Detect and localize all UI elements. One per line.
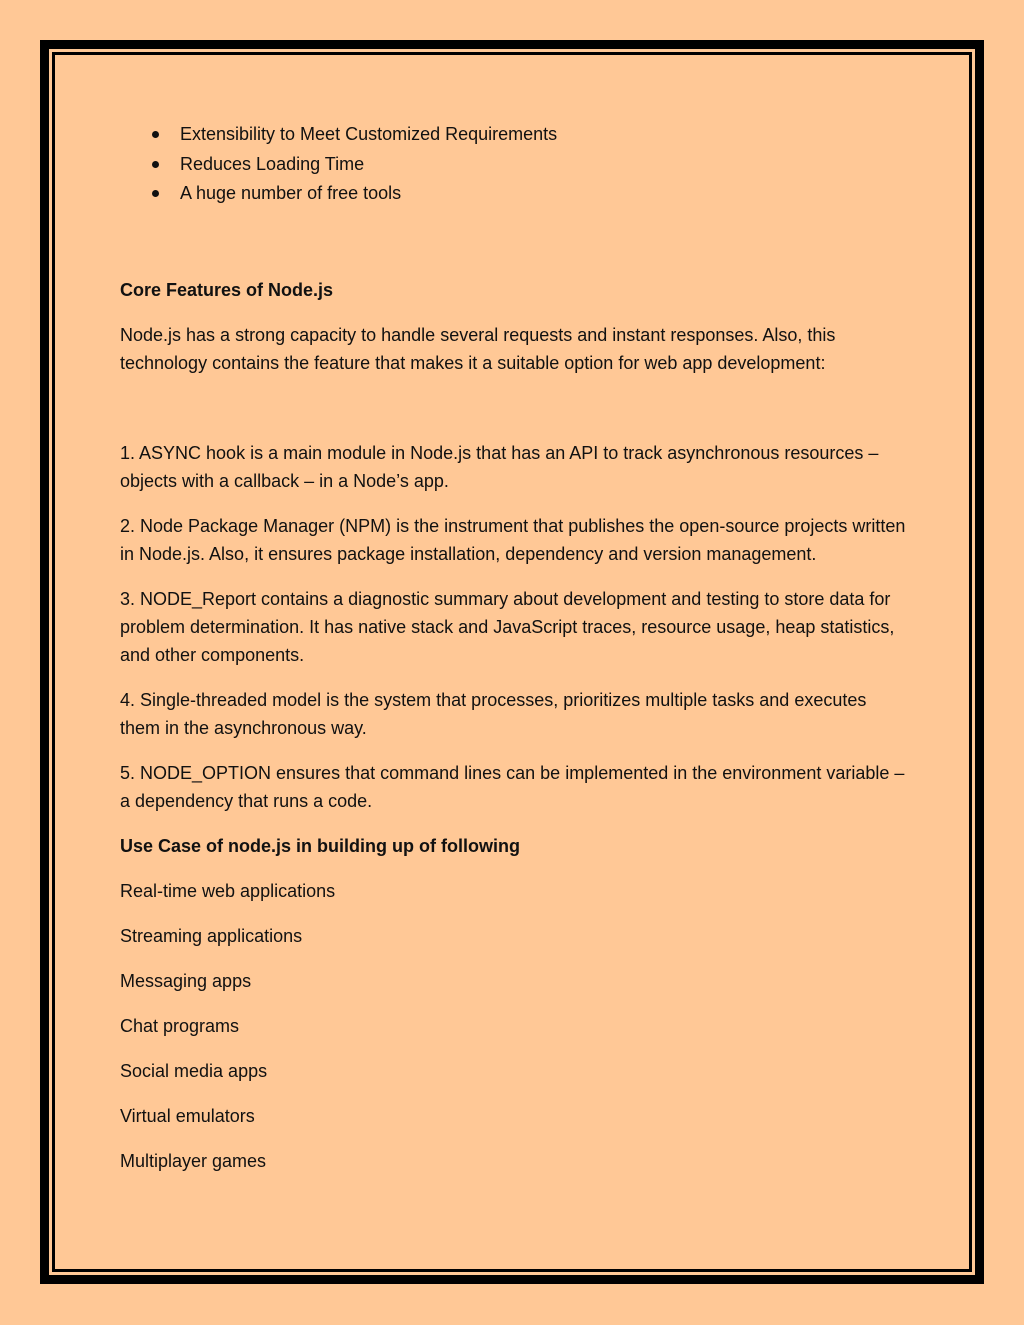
use-case-item: Messaging apps [120,970,252,991]
list-item: Extensibility to Meet Customized Requirements [120,118,910,148]
use-case-item: Multiplayer games [120,1150,267,1171]
feature-item: 4. Single-threaded model is the system that processes, prioritizes multiple tasks and executes them in the asynchronous way. [120,689,867,738]
use-case-item: Chat programs [120,1015,240,1036]
core-features-heading: Core Features of Node.js [120,279,334,300]
use-case-heading: Use Case of node.js in building up of following [120,835,520,856]
use-case-item: Virtual emulators [120,1105,255,1126]
list-item: Reduces Loading Time [120,148,910,178]
feature-item: 5. NODE_OPTION ensures that command lines can be implemented in the environment variable – a dependency that runs a code. [120,762,905,811]
document-body [120,118,910,1175]
use-case-item: Real-time web applications [120,880,336,901]
use-case-item: Streaming applications [120,925,303,946]
feature-item: 2. Node Package Manager (NPM) is the instrument that publishes the open-source projects written in Node.js. Also, it ensures package installation, dependency and version management. [120,515,906,564]
use-case-item: Social media apps [120,1060,268,1081]
use-case-list [120,877,910,1175]
feature-item: 1. ASYNC hook is a main module in Node.js that has an API to track asynchronous resources – objects with a callback – in a Node’s app. [120,442,879,491]
feature-item: 3. NODE_Report contains a diagnostic summary about development and testing to store data for problem determination. It has native stack and JavaScript traces, resource usage, heap statistics, and other components. [120,588,895,665]
benefits-list [120,118,910,207]
features-list [120,439,910,815]
core-features-intro: Node.js has a strong capacity to handle several requests and instant responses. Also, this technology contains the feature that makes it a suitable option for web app development: [120,324,836,373]
list-item: A huge number of free tools [120,177,910,207]
